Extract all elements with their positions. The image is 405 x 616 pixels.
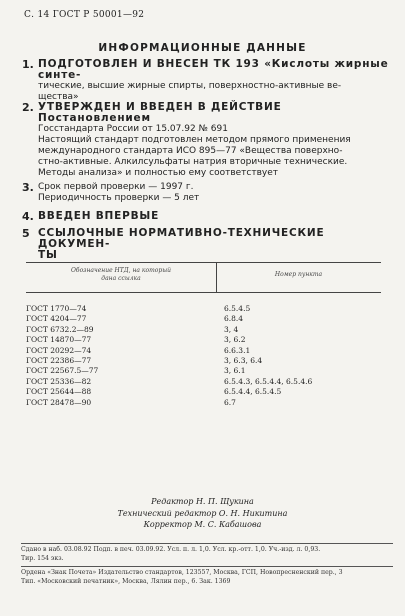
page-header: С. 14 ГОСТ Р 50001—92 — [24, 10, 145, 20]
section-2 — [22, 102, 394, 179]
section-line: Госстандарта России от 15.07.92 № 691 — [38, 124, 228, 134]
table-row — [26, 386, 386, 397]
section-line: щества» — [38, 92, 79, 102]
publisher-line: Тип. «Московский печатник», Москва, Лялин пер., 6. Зак. 1369 — [21, 577, 231, 585]
table-row — [26, 324, 386, 335]
standard-designation: ГОСТ 22386—77 — [26, 356, 92, 365]
clause-number: 6.6.3.1 — [224, 345, 251, 355]
section-line: международного стандарта ИСО 895—77 «Вещества поверхно- — [38, 146, 343, 156]
section-number: 2. — [22, 101, 34, 114]
editor-line: Корректор М. С. Кабашова — [143, 520, 262, 529]
section-number: 3. — [22, 181, 34, 194]
section-number: 5 — [22, 227, 30, 240]
standard-designation: ГОСТ 28478—90 — [26, 397, 92, 407]
editors-block — [0, 496, 405, 531]
table-row — [26, 334, 386, 345]
table-row — [26, 397, 386, 408]
footer-rule-middle — [21, 566, 393, 567]
section-line: ТЫ — [38, 249, 58, 261]
table-row — [26, 376, 386, 387]
print-info-line: Сдано в наб. 03.08.92 Подп. в печ. 03.09.92. Усл. п. л. 1,0. Усл. кр.-отт. 1,0. Уч.-изд. л. 0,93. — [21, 546, 321, 553]
section-5 — [22, 228, 394, 261]
section-4 — [22, 211, 394, 222]
editor-line: Технический редактор О. Н. Никитина — [117, 508, 288, 518]
standard-designation: ГОСТ 25336—82 — [26, 376, 92, 386]
standard-designation: ГОСТ 25644—88 — [26, 387, 92, 397]
clause-number: 3, 6.1 — [224, 366, 246, 376]
clause-number: 6.8.4 — [224, 314, 244, 324]
standard-designation: ГОСТ 1770—74 — [26, 304, 87, 313]
standard-designation: ГОСТ 14870—77 — [26, 335, 92, 345]
section-3 — [22, 182, 394, 204]
print-info-line: Тир. 154 экз. — [21, 554, 64, 562]
section-number: 4. — [22, 210, 34, 223]
table-top-rule — [26, 262, 381, 263]
standard-designation: ГОСТ 4204—77 — [26, 314, 87, 324]
table-row — [26, 313, 386, 324]
clause-number: 6.7 — [224, 397, 236, 407]
table-header-designation — [26, 267, 216, 283]
section-line: Методы анализа» и полностью ему соответствует — [38, 168, 279, 178]
table-row — [26, 355, 386, 366]
section-line: ВВЕДЕН ВПЕРВЫЕ — [38, 210, 160, 222]
section-line: ПОДГОТОВЛЕН И ВНЕСЕН ТК 193 «Кислоты жирные синте- — [38, 58, 389, 81]
standard-designation: ГОСТ 20292—74 — [26, 345, 92, 355]
standard-designation: ГОСТ 6732.2—89 — [26, 324, 94, 334]
section-line: Срок первой проверки — 1997 г. — [38, 182, 194, 192]
section-line: УТВЕРЖДЕН И ВВЕДЕН В ДЕЙСТВИЕ Постановлением — [38, 101, 282, 124]
clause-number: 3, 6.2 — [224, 335, 246, 345]
table-header-clause: Номер пункта — [274, 271, 323, 278]
table-row — [26, 365, 386, 376]
section-line: Настоящий стандарт подготовлен методом прямого применения — [38, 135, 351, 145]
clause-number: 6.5.4.4, 6.5.4.5 — [224, 387, 282, 397]
table-header-rule — [26, 292, 381, 293]
table-row — [26, 345, 386, 356]
standard-designation: ГОСТ 22567.5—77 — [26, 366, 99, 376]
clause-number: 6.5.4.3, 6.5.4.4, 6.5.4.6 — [224, 376, 313, 386]
editor-line: Редактор Н. П. Щукина — [151, 497, 254, 506]
section-1 — [22, 59, 394, 103]
section-line: Периодичность проверки — 5 лет — [38, 193, 200, 203]
header-line: Обозначение НТД, на который — [70, 267, 171, 274]
header-line: дана ссылка — [101, 275, 141, 282]
section-line: ССЫЛОЧНЫЕ НОРМАТИВНО-ТЕХНИЧЕСКИЕ ДОКУМЕН- — [38, 227, 325, 250]
print-info — [21, 546, 393, 563]
publisher-line: Ордена «Знак Почета» Издательство стандартов, 123557, Москва, ГСП, Новопресненский пер., 3 — [21, 569, 343, 576]
document-title: ИНФОРМАЦИОННЫЕ ДАННЫЕ — [98, 42, 307, 54]
section-line: стно-активные. Алкилсульфаты натрия вторичные технические. — [38, 157, 348, 167]
publisher-info — [21, 569, 393, 586]
clause-number: 3, 4 — [224, 324, 239, 334]
section-number: 1. — [22, 58, 34, 71]
clause-number: 3, 6.3, 6.4 — [224, 356, 263, 365]
footer-rule-top — [21, 543, 393, 544]
table-row — [26, 303, 386, 314]
section-line: тические, высшие жирные спирты, поверхностно-активные ве- — [38, 81, 342, 91]
clause-number: 6.5.4.5 — [224, 304, 251, 313]
